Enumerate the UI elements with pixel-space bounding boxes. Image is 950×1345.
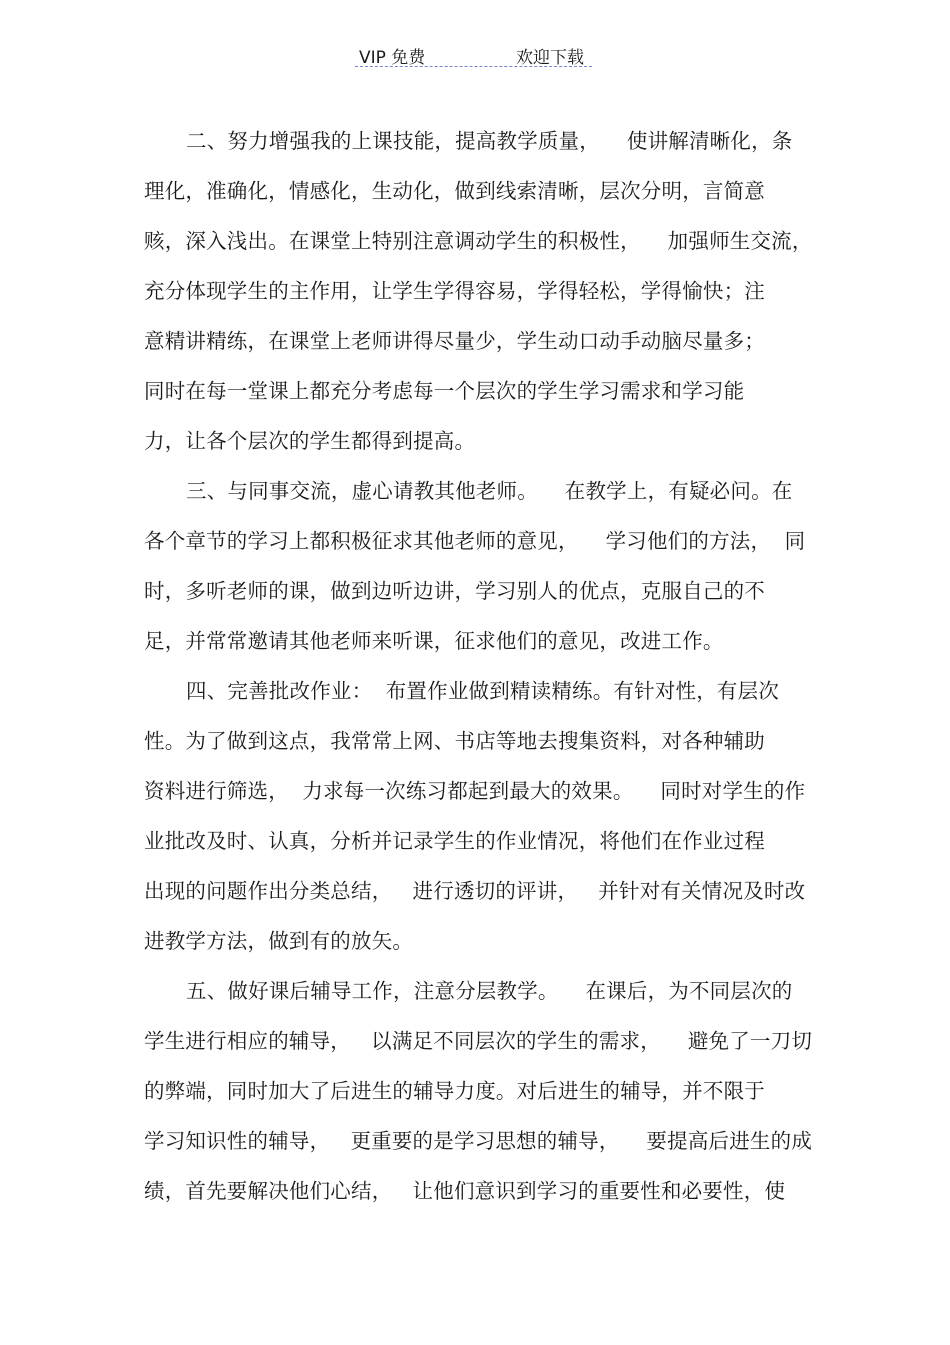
paragraph-4-line-2: 性。为了做到这点，我常常上网、书店等地去搜集资料，对各种辅助 [144, 729, 765, 753]
paragraph-4-line-5: 出现的问题作出分类总结， 进行透切的评讲， 并针对有关情况及时改 [144, 879, 806, 903]
paragraph-2-line-1: 二、努力增强我的上课技能，提高教学质量， 使讲解清晰化，条 [186, 129, 793, 153]
paragraph-4-line-4: 业批改及时、认真，分析并记录学生的作业情况，将他们在作业过程 [144, 829, 765, 853]
paragraph-2-line-7: 力，让各个层次的学生都得到提高。 [144, 429, 476, 453]
paragraph-3-line-1: 三、与同事交流，虚心请教其他老师。 在教学上，有疑必问。在 [186, 479, 793, 503]
paragraph-5-line-1: 五、做好课后辅导工作，注意分层教学。 在课后，为不同层次的 [186, 979, 793, 1003]
paragraph-2-line-3: 赅，深入浅出。在课堂上特别注意调动学生的积极性， 加强师生交流， [144, 229, 813, 253]
paragraph-4-line-1: 四、完善批改作业： 布置作业做到精读精练。有针对性，有层次 [186, 679, 780, 703]
page-header [355, 40, 592, 67]
paragraph-3-line-4: 足，并常常邀请其他老师来听课，征求他们的意见，改进工作。 [144, 629, 724, 653]
paragraph-3-line-3: 时，多听老师的课，做到边听边讲，学习别人的优点，克服自己的不 [144, 579, 765, 603]
header-welcome-download: 欢迎下载 [516, 48, 584, 68]
paragraph-2-line-2: 理化，准确化，情感化，生动化，做到线索清晰，层次分明，言简意 [144, 179, 765, 203]
paragraph-4-line-3: 资料进行筛选， 力求每一次练习都起到最大的效果。 同时对学生的作 [144, 779, 806, 803]
paragraph-5-line-5: 绩，首先要解决他们心结， 让他们意识到学习的重要性和必要性，使 [144, 1179, 786, 1203]
paragraph-5-line-2: 学生进行相应的辅导， 以满足不同层次的学生的需求， 避免了一刀切 [144, 1029, 813, 1053]
paragraph-2-line-5: 意精讲精练，在课堂上老师讲得尽量少，学生动口动手动脑尽量多； [144, 329, 765, 353]
paragraph-2-line-6: 同时在每一堂课上都充分考虑每一个层次的学生学习需求和学习能 [144, 379, 745, 403]
paragraph-4-line-6: 进教学方法，做到有的放矢。 [144, 929, 414, 953]
paragraph-5-line-4: 学习知识性的辅导， 更重要的是学习思想的辅导， 要提高后进生的成 [144, 1129, 813, 1153]
header-vip-free: VIP 免费 [359, 48, 426, 68]
paragraph-3-line-2: 各个章节的学习上都积极征求其他老师的意见， 学习他们的方法， 同 [144, 529, 806, 553]
paragraph-2-line-4: 充分体现学生的主作用，让学生学得容易，学得轻松，学得愉快；注 [144, 279, 765, 303]
paragraph-5-line-3: 的弊端，同时加大了后进生的辅导力度。对后进生的辅导，并不限于 [144, 1079, 765, 1103]
